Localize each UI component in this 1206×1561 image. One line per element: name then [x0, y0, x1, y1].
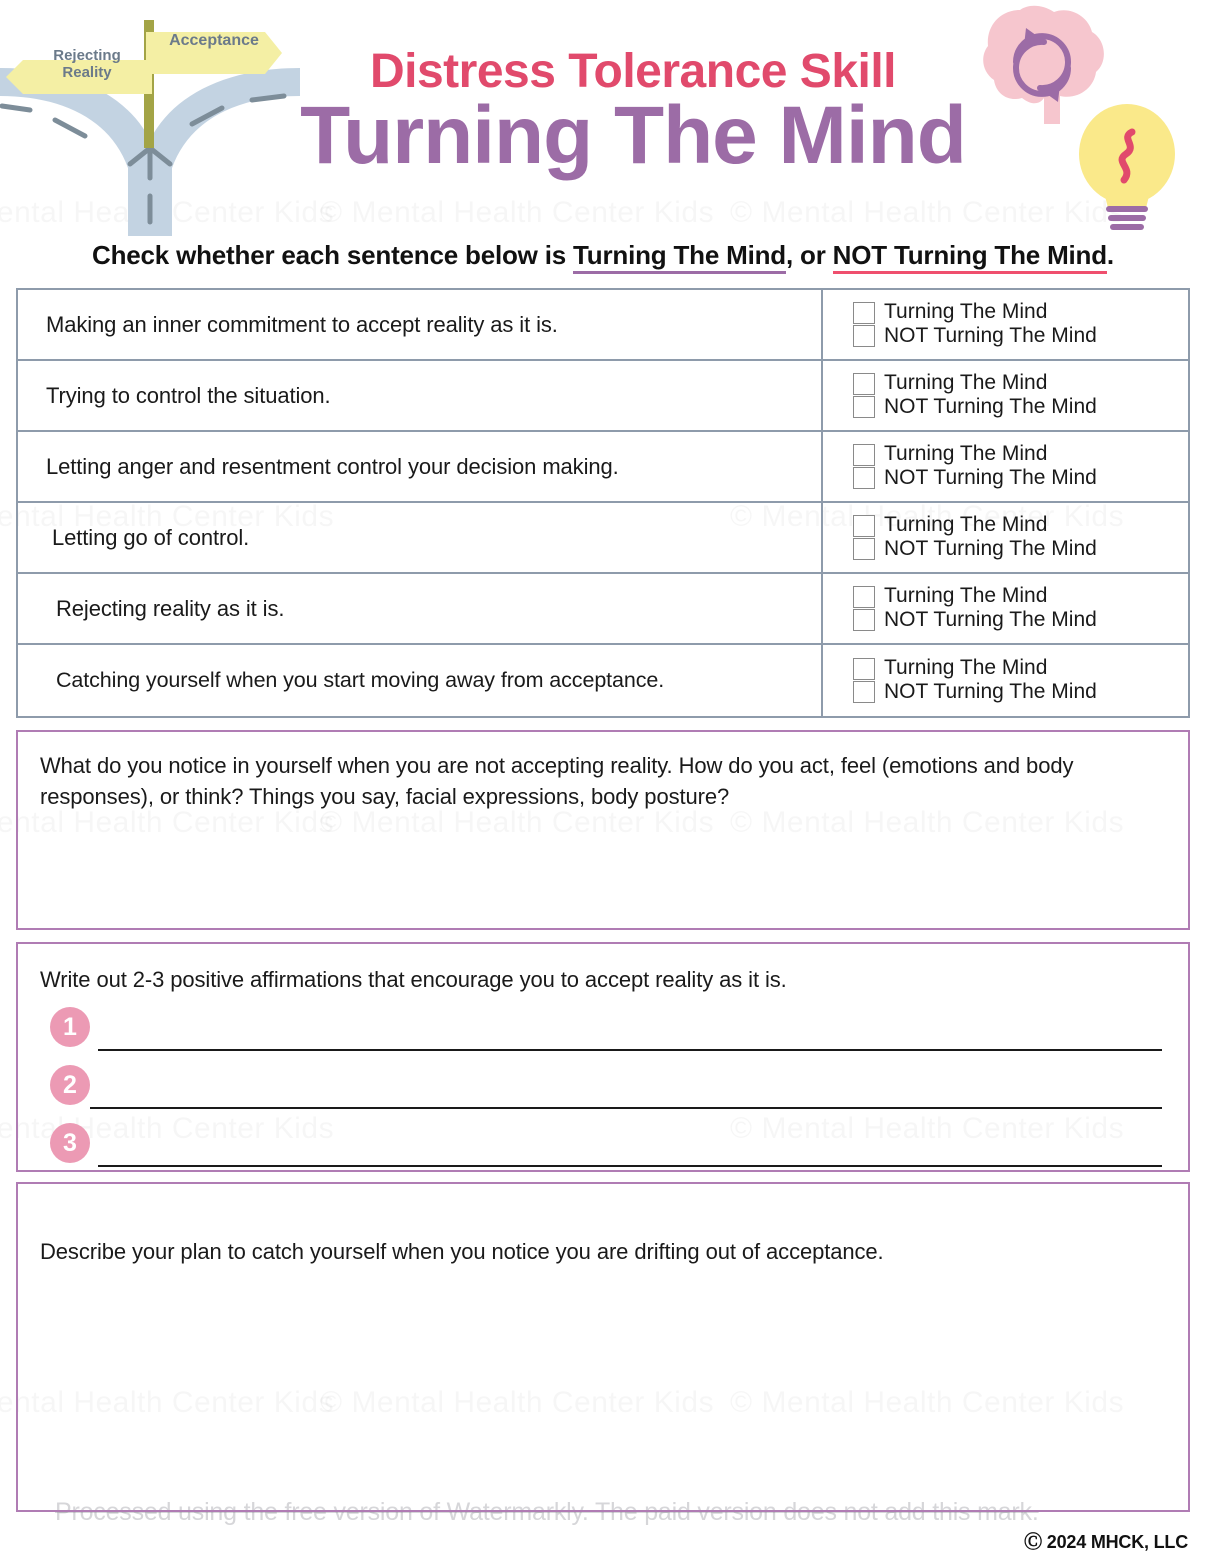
table-row	[18, 432, 1188, 503]
statement-text: Letting anger and resentment control your decision making.	[18, 432, 823, 501]
option-label: NOT Turning The Mind	[884, 680, 1097, 703]
checkbox-not-turning-the-mind[interactable]	[853, 538, 875, 560]
table-row	[18, 290, 1188, 361]
option-label: NOT Turning The Mind	[884, 466, 1097, 489]
option-turning-the-mind[interactable]	[853, 514, 1188, 537]
option-group	[823, 432, 1188, 501]
affirmation-list	[40, 1005, 1166, 1179]
option-group	[823, 290, 1188, 359]
option-label: Turning The Mind	[884, 300, 1048, 324]
option-not-turning-the-mind[interactable]	[853, 609, 1188, 632]
sign-label-rejecting-line2: Reality	[62, 63, 112, 81]
option-label: Turning The Mind	[884, 656, 1048, 680]
statements-table	[16, 288, 1190, 718]
sign-label-rejecting-reality	[28, 48, 146, 82]
option-label: Turning The Mind	[884, 442, 1048, 466]
checkbox-not-turning-the-mind[interactable]	[853, 681, 875, 703]
option-turning-the-mind[interactable]	[853, 657, 1188, 680]
instruction-emphasis-not-turning: NOT Turning The Mind	[833, 240, 1107, 274]
table-row	[18, 503, 1188, 574]
checkbox-turning-the-mind[interactable]	[853, 515, 875, 537]
page-header	[0, 0, 1206, 232]
option-group	[823, 503, 1188, 572]
prompt-notice-text: What do you notice in yourself when you are not accepting reality. How do you act, feel (emotions and body responses), or think? Things you say, facial expressions, body posture?	[40, 753, 1074, 810]
table-row	[18, 645, 1188, 716]
option-group	[823, 645, 1188, 716]
option-not-turning-the-mind[interactable]	[853, 467, 1188, 490]
option-label: NOT Turning The Mind	[884, 324, 1097, 347]
list-item	[40, 1063, 1166, 1121]
checkbox-turning-the-mind[interactable]	[853, 658, 875, 680]
statement-text: Rejecting reality as it is.	[18, 574, 823, 643]
option-not-turning-the-mind[interactable]	[853, 396, 1188, 419]
instruction-part2: , or	[786, 240, 833, 270]
option-label: NOT Turning The Mind	[884, 395, 1097, 418]
option-not-turning-the-mind[interactable]	[853, 325, 1188, 348]
instruction-line	[0, 240, 1206, 271]
option-not-turning-the-mind[interactable]	[853, 681, 1188, 704]
table-row	[18, 574, 1188, 645]
number-badge-1: 1	[50, 1007, 90, 1047]
number-badge-2: 2	[50, 1065, 90, 1105]
option-turning-the-mind[interactable]	[853, 443, 1188, 466]
option-label: Turning The Mind	[884, 584, 1048, 608]
option-turning-the-mind[interactable]	[853, 301, 1188, 324]
option-turning-the-mind[interactable]	[853, 372, 1188, 395]
option-label: Turning The Mind	[884, 371, 1048, 395]
list-item	[40, 1121, 1166, 1179]
option-not-turning-the-mind[interactable]	[853, 538, 1188, 561]
checkbox-turning-the-mind[interactable]	[853, 586, 875, 608]
affirmation-write-line-3[interactable]	[98, 1165, 1162, 1167]
affirmation-write-line-2[interactable]	[90, 1107, 1162, 1109]
checkbox-not-turning-the-mind[interactable]	[853, 325, 875, 347]
reflection-box-plan[interactable]	[16, 1182, 1190, 1512]
reflection-box-notice[interactable]	[16, 730, 1190, 930]
statement-text: Letting go of control.	[18, 503, 823, 572]
reflection-box-affirmations[interactable]	[16, 942, 1190, 1172]
checkbox-turning-the-mind[interactable]	[853, 373, 875, 395]
affirmation-write-line-1[interactable]	[98, 1049, 1162, 1051]
number-badge-3: 3	[50, 1123, 90, 1163]
option-group	[823, 361, 1188, 430]
statement-text: Catching yourself when you start moving away from acceptance.	[18, 645, 823, 716]
statement-text: Making an inner commitment to accept reality as it is.	[18, 290, 823, 359]
sign-label-acceptance: Acceptance	[169, 32, 259, 49]
checkbox-not-turning-the-mind[interactable]	[853, 396, 875, 418]
checkbox-not-turning-the-mind[interactable]	[853, 467, 875, 489]
statement-text: Trying to control the situation.	[18, 361, 823, 430]
watermarkly-notice: Processed using the free version of Watermarkly. The paid version does not add this mark.	[55, 1498, 1039, 1526]
list-item	[40, 1005, 1166, 1063]
checkbox-not-turning-the-mind[interactable]	[853, 609, 875, 631]
instruction-part1: Check whether each sentence below is	[92, 240, 574, 270]
option-label: NOT Turning The Mind	[884, 608, 1097, 631]
copyright-notice: Ⓒ 2024 MHCK, LLC	[1024, 1532, 1188, 1552]
title-block	[0, 45, 1206, 181]
page-title: Turning The Mind	[300, 89, 966, 181]
option-group	[823, 574, 1188, 643]
prompt-affirmations-text: Write out 2-3 positive affirmations that encourage you to accept reality as it is.	[40, 967, 787, 992]
sign-label-rejecting-line1: Rejecting	[53, 47, 121, 64]
prompt-plan-text: Describe your plan to catch yourself when you notice you are drifting out of acceptance.	[40, 1239, 884, 1264]
page-eyebrow-title: Distress Tolerance Skill	[369, 45, 897, 98]
option-turning-the-mind[interactable]	[853, 585, 1188, 608]
checkbox-turning-the-mind[interactable]	[853, 302, 875, 324]
instruction-part3: .	[1106, 240, 1114, 270]
option-label: NOT Turning The Mind	[884, 537, 1097, 560]
checkbox-turning-the-mind[interactable]	[853, 444, 875, 466]
instruction-emphasis-turning: Turning The Mind	[573, 240, 786, 274]
table-row	[18, 361, 1188, 432]
option-label: Turning The Mind	[884, 513, 1048, 537]
